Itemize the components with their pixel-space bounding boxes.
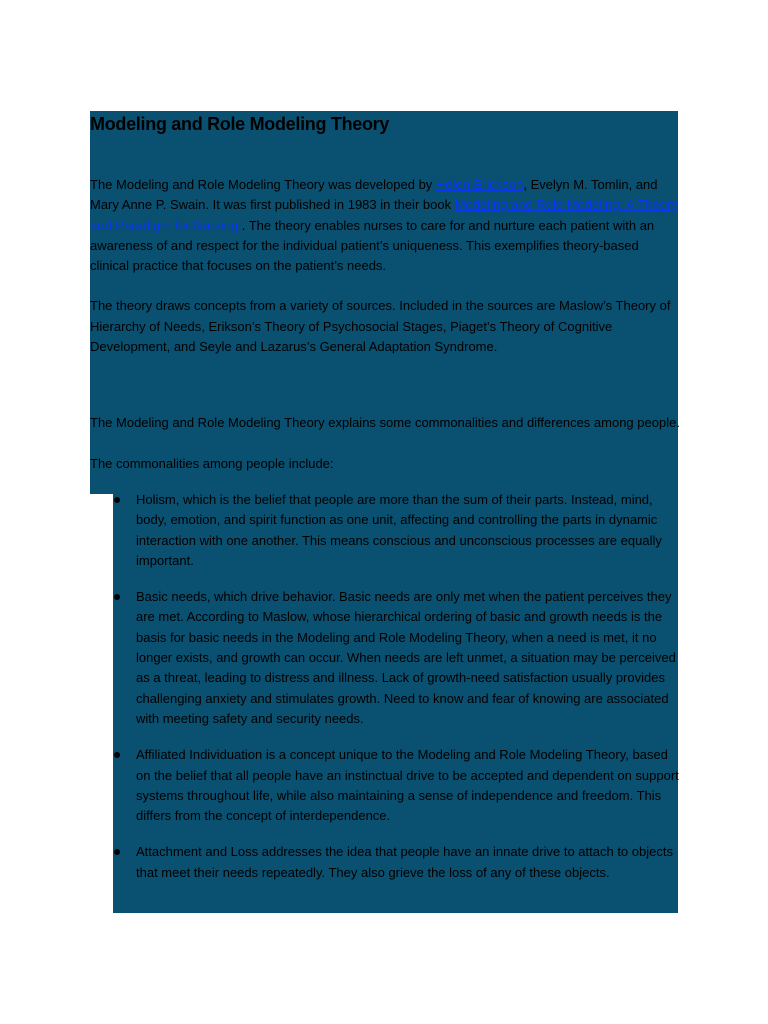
list-item [90, 842, 680, 883]
explains-paragraph: The Modeling and Role Modeling Theory explains some commonalities and differences among people. [90, 415, 680, 431]
commonalities-intro: The commonalities among people include: [90, 455, 334, 471]
intro-text-end: . The theory enables nurses to care for and nurture each patient with an awareness of and respect for the individual patient’s uniqueness. This exemplifies theory-based clinical practice that focuses on the patient’s needs. [90, 217, 655, 274]
intro-text-start: The Modeling and Role Modeling Theory was developed by [90, 177, 436, 192]
list-item-text: Affiliated Individuation is a concept unique to the Modeling and Role Modeling Theory, based on the belief that all people have an instinctual drive to be accepted and dependent on support systems throughout life, while also maintaining a sense of independence and freedom. This differs from the concept of interdependence. [136, 747, 679, 824]
list-item-text: Basic needs, which drive behavior. Basic needs are only met when the patient perceives they are met. According to Maslow, whose hierarchical ordering of basic and growth needs is the basis for basic needs in the Modeling and Role Modeling Theory, when a need is met, it no longer exists, and growth can occur. When needs are left unmet, a situation may be perceived as a threat, leading to distress and illness. Lack of growth-need satisfaction usually provides challenging anxiety and stimulates growth. Need to know and fear of knowing are associated with meeting safety and security needs. [136, 589, 676, 726]
helen-erickson-link[interactable]: Helen Erickson [435, 177, 524, 192]
bullet-icon [114, 497, 120, 503]
intro-paragraph [90, 175, 680, 276]
list-item-text: Holism, which is the belief that people are more than the sum of their parts. Instead, mind, body, emotion, and spirit function as one unit, affecting and controlling the parts in dynamic interaction with one another. This means conscious and unconscious processes are equally important. [136, 491, 662, 568]
intro-text-middle: , Evelyn M. Tomlin, and Mary Anne P. Swain. It was first published in 1983 in their book [90, 177, 658, 213]
list-item [90, 587, 680, 729]
list-item [90, 490, 680, 571]
bullet-icon [114, 752, 120, 758]
sources-paragraph: The theory draws concepts from a variety of sources. Included in the sources are Maslow’s Theory of Hierarchy of Needs, Erikson’s Theory of Psychosocial Stages, Piaget’s Theory of Cognitive Development, and Seyle and Lazarus’s General Adaptation Syndrome. [90, 298, 671, 355]
document-title: Modeling and Role Modeling Theory [90, 114, 390, 134]
commonalities-list [90, 490, 680, 883]
list-item-text: Attachment and Loss addresses the idea that people have an innate drive to attach to objects that meet their needs repeatedly. They also grieve the loss of any of these objects. [136, 844, 673, 880]
list-item [90, 745, 680, 826]
document-body [90, 111, 680, 899]
book-title-link[interactable]: Modeling and Role Modeling: A Theory and Paradigm for Nursing [90, 197, 678, 233]
bullet-icon [114, 849, 120, 855]
bullet-icon [114, 594, 120, 600]
